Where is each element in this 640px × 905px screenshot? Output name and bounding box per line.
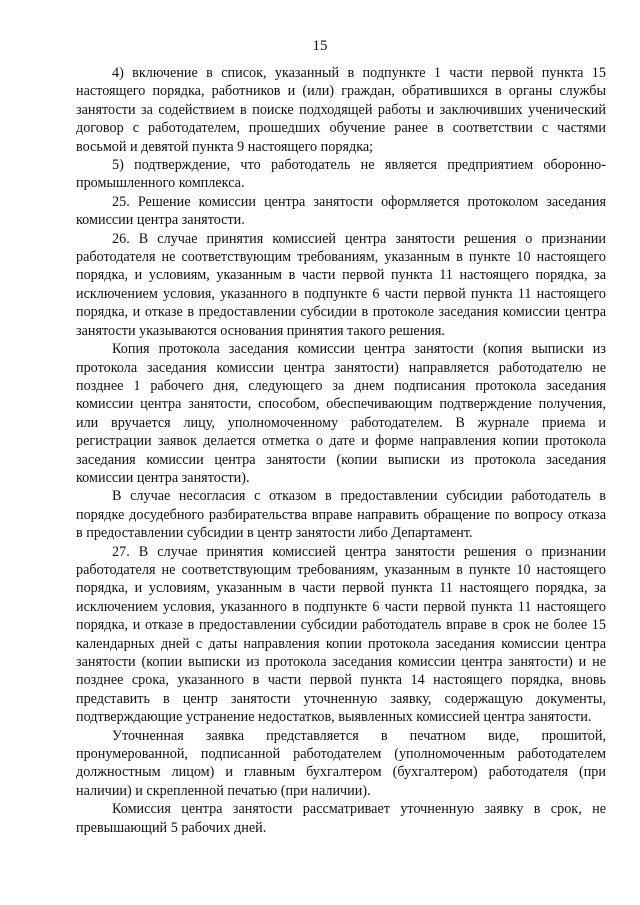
paragraph-item-5: 5) подтверждение, что работодатель не является предприятием оборонно-промышленного комплекса. — [76, 157, 606, 192]
paragraph-review-term: Комиссия центра занятости рассматривает уточненную заявку в срок, не превышающий 5 рабочих дней. — [76, 801, 606, 836]
paragraph-refined-application: Уточненная заявка представляется в печатном виде, прошитой, пронумерованной, подписанной работодателем (уполномоченным работодателем должностным лицом) и главным бухгалтером (бухгалтером) работодателя (при наличии) и скрепленной печатью (при наличии). — [76, 727, 606, 799]
paragraph-item-4: 4) включение в список, указанный в подпункте 1 части первой пункта 15 настоящего порядка, работников и (или) граждан, обратившихся в органы службы занятости за содействием в поиске подходящей работы и заключивших ученический договор с работодателем, прошедших обучение ранее в соответствии с частями восьмой и девятой пункта 9 настоящего порядка; — [76, 65, 606, 155]
paragraph-clause-25: 25. Решение комиссии центра занятости оформляется протоколом заседания комиссии центра занятости. — [76, 193, 606, 229]
page-number: 15 — [312, 38, 328, 54]
paragraph-disagreement: В случае несогласия с отказом в предоставлении субсидии работодатель в порядке досудебного разбирательства вправе направить обращение по вопросу отказа в предоставлении субсидии в центр занятости либо Департамент. — [76, 488, 606, 542]
paragraph-clause-26: 26. В случае принятия комиссией центра занятости решения о признании работодателя не соответствующим требованиям, указанным в пункте 10 настоящего порядка, и условиям, указанным в части первой пункта 11 настоящего порядка, за исключением условия, указанного в подпункте 6 части первой пункта 11 настоящего порядка, и отказе в предоставлении субсидии в протоколе заседания комиссии центра занятости указываются основания принятия такого решения. — [76, 230, 606, 339]
paragraph-protocol-copy: Копия протокола заседания комиссии центра занятости (копия выписки из протокола заседания комиссии центра занятости) направляется работодателю не позднее 1 рабочего дня, следующего за днем подписания протокола заседания комиссии центра занятости, способом, обеспечивающим подтверждение получения, или вручается лицу, уполномоченному работодателем. В журнале приема и регистрации заявок делается отметка о дате и форме направления копии протокола заседания комиссии центра занятости (копии выписки из протокола заседания комиссии центра занятости). — [76, 341, 606, 486]
document-body — [76, 64, 606, 837]
paragraph-clause-27: 27. В случае принятия комиссией центра занятости решения о признании работодателя не соответствующим требованиям, указанным в пункте 10 настоящего порядка, и условиям, указанным в части первой пункта 11 настоящего порядка, за исключением условия, указанного в подпункте 6 части первой пункта 11 настоящего порядка, и отказе в предоставлении субсидии работодатель вправе в срок не более 15 календарных дней с даты направления копии протокола заседания комиссии центра занятости (копии выписки из протокола заседания комиссии центра занятости) и не позднее срока, указанного в части первой пункта 14 настоящего порядка, вновь представить в центр занятости уточненную заявку, содержащую документы, подтверждающие устранение недостатков, выявленных комиссией центра занятости. — [76, 543, 606, 726]
